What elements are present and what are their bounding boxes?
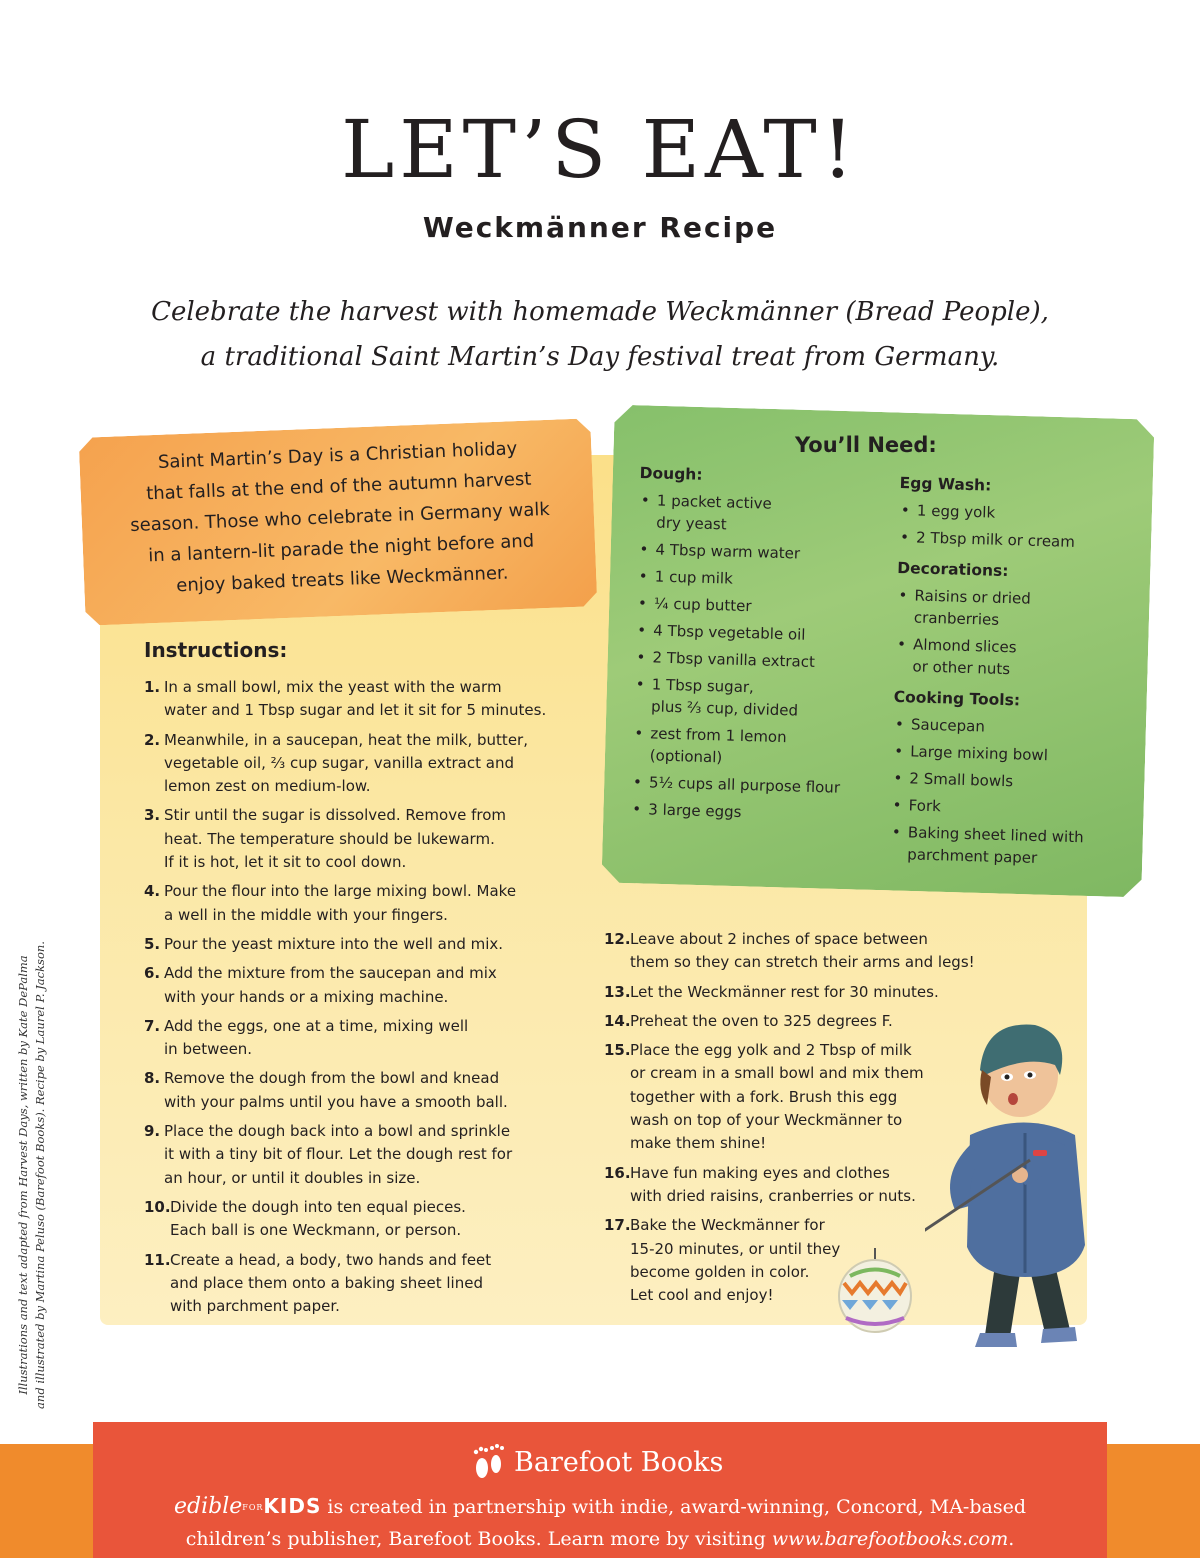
ingredient-item <box>890 794 1111 822</box>
about-line: enjoy baked treats like Weckmänner. <box>175 562 509 597</box>
ingredient-line: (optional) <box>649 746 723 767</box>
ingredient-item <box>632 722 873 773</box>
ingredient-line: • Almond slices <box>912 635 1017 657</box>
instruction-step <box>144 880 594 927</box>
step-line: Leave about 2 inches of space between <box>630 930 928 948</box>
step-number: 16. <box>604 1163 631 1182</box>
ingredient-item <box>638 489 879 540</box>
ingredient-line: • 2 Small bowls <box>909 769 1014 791</box>
step-text <box>630 928 1014 975</box>
step-line: Add the mixture from the saucepan and mix <box>164 964 497 983</box>
egg-wash-heading: Egg Wash: <box>899 473 992 495</box>
step-line: or cream in a small bowl and mix them <box>630 1064 924 1083</box>
step-line: Let cool and enjoy! <box>630 1286 774 1305</box>
edible-wordmark: edible <box>174 1494 243 1519</box>
decorations-heading: Decorations: <box>897 558 1009 581</box>
ingredient-line: • 1 cup milk <box>654 567 734 588</box>
step-line: Meanwhile, in a saucepan, heat the milk, butter, <box>164 730 528 749</box>
about-line: in a lantern-lit parade the night before and <box>147 530 535 567</box>
instructions-title: Instructions: <box>144 638 288 662</box>
step-line: an hour, or until it doubles in size. <box>164 1168 421 1187</box>
ingredient-line: • 2 Tbsp milk or cream <box>915 528 1076 551</box>
step-text <box>164 1067 594 1114</box>
step-text <box>170 1249 594 1319</box>
intro-line: Celebrate the harvest with homemade Weckmänner (Bread People), <box>151 297 1049 327</box>
ingredient-line: plus ⅔ cup, divided <box>650 697 799 720</box>
step-line: water and 1 Tbsp sugar and let it sit for 5 minutes. <box>164 701 547 720</box>
step-line: 15-20 minutes, or until they <box>630 1239 841 1258</box>
footprints-icon <box>470 1442 506 1482</box>
credit-line: and illustrated by Martina Peluso (Barefoot Books). Recipe by Laurel P. Jackson. <box>33 941 47 1409</box>
about-line: Saint Martin’s Day is a Christian holiday <box>157 438 518 473</box>
ingredient-item <box>637 538 878 567</box>
step-line: In a small bowl, mix the yeast with the warm <box>164 678 502 696</box>
ingredient-item <box>891 767 1112 795</box>
ingredient-item <box>899 499 1120 527</box>
ingredient-item <box>633 673 874 724</box>
illustration-credit <box>15 865 55 1485</box>
step-number: 12. <box>604 930 631 948</box>
ingredients-title: You’ll Need: <box>795 433 937 457</box>
step-line: Bake the Weckmänner for <box>630 1216 825 1235</box>
ingredient-line: • Raisins or dried <box>914 586 1032 608</box>
ingredient-line: or other nuts <box>912 657 1011 679</box>
step-line: Stir until the sugar is dissolved. Remove from <box>164 806 506 825</box>
step-number: 15. <box>604 1041 631 1060</box>
instruction-step <box>144 804 594 874</box>
step-line: and place them onto a baking sheet lined <box>170 1273 483 1292</box>
instruction-step <box>144 962 594 1009</box>
ingredient-item <box>637 565 878 594</box>
step-line: Pour the flour into the large mixing bowl. Make <box>164 882 517 901</box>
step-number: 6. <box>144 964 161 983</box>
ingredient-item <box>896 584 1117 634</box>
ingredient-item <box>898 526 1119 554</box>
instruction-step <box>144 729 594 799</box>
ingredient-item <box>892 740 1113 768</box>
lantern-illustration <box>830 1248 920 1338</box>
instruction-step <box>604 928 1014 975</box>
ingredient-line: • Fork <box>908 796 942 816</box>
page-title: LET’S EAT! <box>341 103 859 196</box>
instruction-step <box>604 981 1014 1004</box>
step-text <box>164 1120 594 1190</box>
ingredient-line: • 1 egg yolk <box>916 501 996 522</box>
instruction-step <box>144 1196 594 1243</box>
step-line: together with a fork. Brush this egg <box>630 1087 898 1106</box>
ingredient-line: • 1 Tbsp sugar, <box>651 675 755 697</box>
step-line: with parchment paper. <box>170 1297 340 1316</box>
intro-text <box>80 290 1120 380</box>
step-number: 7. <box>144 1016 161 1035</box>
step-text <box>164 1015 594 1062</box>
recipe-subtitle: Weckmänner Recipe <box>422 211 778 244</box>
step-number: 14. <box>604 1011 631 1030</box>
step-line: Divide the dough into ten equal pieces. <box>170 1197 466 1216</box>
step-text <box>170 1196 594 1243</box>
step-number: 11. <box>144 1250 171 1269</box>
step-line: Pour the yeast mixture into the well and mix. <box>164 934 504 953</box>
step-line: wash on top of your Weckmänner to <box>630 1111 903 1130</box>
step-text <box>164 804 594 874</box>
step-line: Remove the dough from the bowl and knead <box>164 1069 500 1088</box>
instruction-step <box>144 1120 594 1190</box>
ingredient-line: • ¼ cup butter <box>653 594 752 616</box>
instruction-step <box>144 1067 594 1114</box>
step-number: 3. <box>144 806 161 825</box>
ingredient-line: parchment paper <box>907 845 1038 867</box>
ingredient-item <box>889 821 1110 871</box>
ingredient-line: • Saucepan <box>910 715 986 736</box>
instruction-step <box>144 1249 594 1319</box>
step-number: 10. <box>144 1197 171 1216</box>
steps-left <box>144 676 594 1324</box>
step-text <box>164 933 594 956</box>
step-line: heat. The temperature should be lukewarm. <box>164 829 495 848</box>
step-number: 4. <box>144 882 161 901</box>
step-line: with your hands or a mixing machine. <box>164 987 449 1006</box>
step-line: Add the eggs, one at a time, mixing well <box>164 1016 469 1035</box>
about-text <box>87 430 593 604</box>
step-line: become golden in color. <box>630 1262 810 1281</box>
step-number: 5. <box>144 934 161 953</box>
step-number: 13. <box>604 982 631 1001</box>
step-line: If it is hot, let it sit to cool down. <box>164 853 407 872</box>
step-line: Place the egg yolk and 2 Tbsp of milk <box>630 1041 912 1060</box>
dough-list <box>630 462 880 827</box>
step-line: Place the dough back into a bowl and sprinkle <box>164 1122 511 1141</box>
ingredient-item <box>894 633 1115 683</box>
step-number: 17. <box>604 1216 631 1235</box>
step-number: 9. <box>144 1122 161 1141</box>
step-line: lemon zest on medium-low. <box>164 777 371 796</box>
ingredient-line: • 4 Tbsp warm water <box>655 540 801 563</box>
brand-name: Barefoot Books <box>514 1446 724 1478</box>
ingredient-line: • 3 large eggs <box>648 800 742 821</box>
tools-heading: Cooking Tools: <box>893 687 1021 710</box>
ingredient-item <box>634 646 875 675</box>
ingredient-item <box>893 713 1114 741</box>
ingredient-item <box>635 619 876 648</box>
footer-text-line2 <box>120 1524 1080 1554</box>
step-text <box>164 880 594 927</box>
step-line: make them shine! <box>630 1134 767 1153</box>
step-line: in between. <box>164 1040 253 1059</box>
step-text <box>164 676 594 723</box>
step-text <box>164 962 594 1009</box>
step-line: Each ball is one Weckmann, or person. <box>170 1221 462 1240</box>
ingredient-line: • 1 packet active <box>656 491 773 513</box>
footer-line2-text: children’s publisher, Barefoot Books. Learn more by visiting <box>185 1528 772 1550</box>
instruction-step <box>144 933 594 956</box>
ingredient-item <box>631 771 872 800</box>
ingredient-line: dry yeast <box>656 513 727 534</box>
step-number: 2. <box>144 730 161 749</box>
step-number: 8. <box>144 1069 161 1088</box>
step-line: vegetable oil, ⅔ cup sugar, vanilla extract and <box>164 753 514 772</box>
instruction-step <box>144 1015 594 1062</box>
about-line: that falls at the end of the autumn harvest <box>145 468 532 505</box>
step-line: Have fun making eyes and clothes <box>630 1163 890 1182</box>
step-line: Let the Weckmänner rest for 30 minutes. <box>630 982 939 1001</box>
boy-with-lantern-illustration <box>925 1015 1125 1355</box>
footer-line1-text: is created in partnership with indie, award-winning, Concord, MA-based <box>321 1496 1026 1518</box>
step-text <box>630 981 1014 1004</box>
ingredient-line: • 4 Tbsp vegetable oil <box>653 621 806 644</box>
ingredient-line: • 2 Tbsp vanilla extract <box>652 648 816 671</box>
step-line: with dried raisins, cranberries or nuts. <box>630 1186 916 1205</box>
step-line: Preheat the oven to 325 degrees F. <box>630 1011 893 1030</box>
step-line: with your palms until you have a smooth ball. <box>164 1092 508 1111</box>
step-line: a well in the middle with your fingers. <box>164 905 448 924</box>
footer-line2-end: . <box>1008 1528 1015 1550</box>
footer-text-line1 <box>120 1489 1080 1525</box>
dough-heading: Dough: <box>639 463 703 484</box>
ingredient-line: cranberries <box>913 608 1000 629</box>
intro-line: a traditional Saint Martin’s Day festival treat from Germany. <box>200 342 1000 372</box>
ingredient-item <box>636 592 877 621</box>
barefoot-books-logo[interactable] <box>470 1440 723 1484</box>
step-number: 1. <box>144 678 161 696</box>
ingredient-line: • zest from 1 lemon <box>650 724 787 747</box>
step-line: Create a head, a body, two hands and feet <box>170 1250 492 1269</box>
right-lists <box>889 472 1120 871</box>
kids-wordmark: KIDS <box>263 1494 322 1518</box>
credit-line: Illustrations and text adapted from Harvest Days, written by Kate DePalma <box>16 955 30 1395</box>
step-text <box>164 729 594 799</box>
ingredient-line: • Baking sheet lined with <box>907 823 1084 847</box>
step-line: them so they can stretch their arms and legs! <box>630 953 975 972</box>
instruction-step <box>144 676 594 723</box>
for-wordmark: FOR <box>242 1503 264 1512</box>
ingredient-line: • Large mixing bowl <box>909 742 1049 765</box>
step-line: it with a tiny bit of flour. Let the dough rest for <box>164 1145 513 1164</box>
about-line: season. Those who celebrate in Germany walk <box>129 498 551 537</box>
website-link[interactable]: www.barefootbooks.com <box>771 1528 1009 1550</box>
ingredient-line: • 5½ cups all purpose flour <box>648 773 841 797</box>
